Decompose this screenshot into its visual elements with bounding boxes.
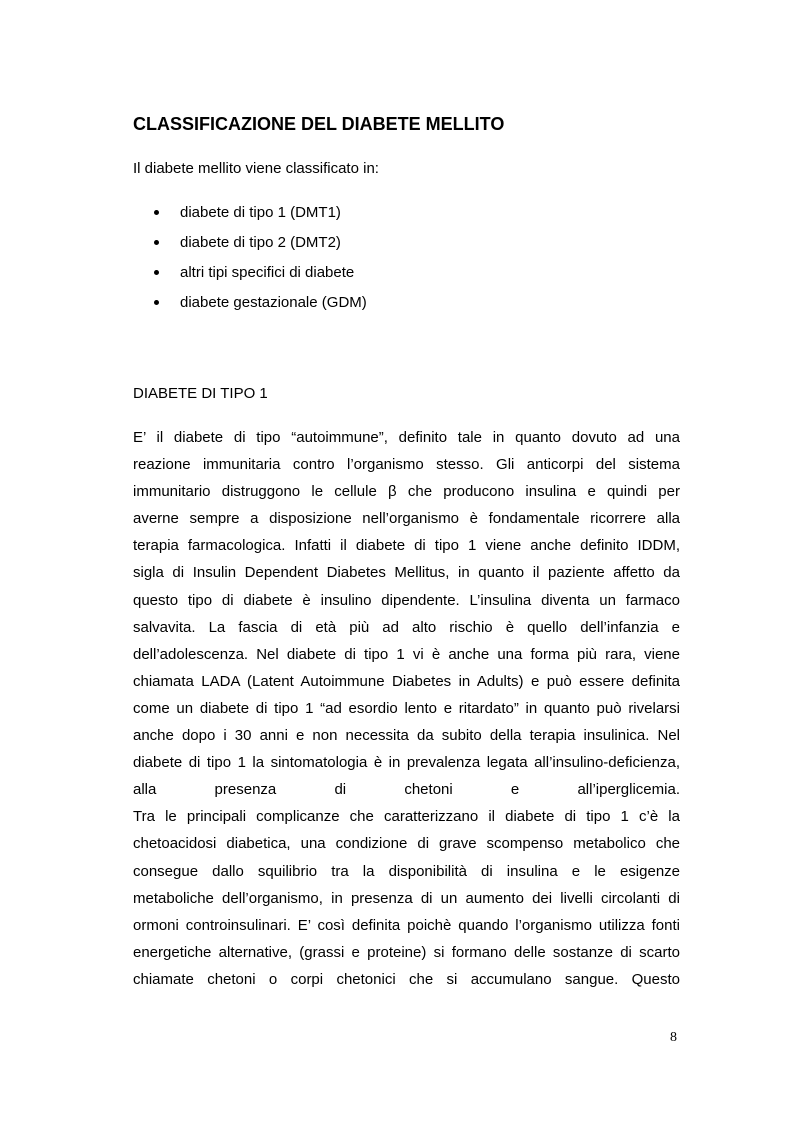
body-line: anche dopo i 30 anni e non necessita da subito della terapia insulinica. Nel [133,727,680,745]
body-line: sigla di Insulin Dependent Diabetes Mellitus, in quanto il paziente affetto da [133,564,680,582]
body-line: diabete di tipo 1 la sintomatologia è in prevalenza legata all’insulino-deficienza, [133,754,680,772]
body-line: dell’adolescenza. Nel diabete di tipo 1 vi è anche una forma più rara, viene [133,645,680,663]
page-number: 8 [670,1030,677,1045]
bullet-icon [154,270,159,275]
classification-list [152,198,367,318]
body-line: salvavita. La fascia di età più ad alto rischio è quello dell’infanzia e [133,618,680,636]
body-line: consegue dallo squilibrio tra la disponibilità di insulina e le esigenze [133,862,680,880]
body-line: Tra le principali complicanze che caratterizzano il diabete di tipo 1 c’è la [133,808,680,826]
body-line: alla presenza di chetoni e all’iperglicemia. [133,781,680,799]
body-line: ormoni controinsulinari. E’ così definita poichè quando l’organismo utilizza fonti [133,916,680,934]
section-heading: DIABETE DI TIPO 1 [133,385,268,402]
bullet-icon [154,210,159,215]
body-line: chetoacidosi diabetica, una condizione di grave scompenso metabolico che [133,835,680,853]
body-line: reazione immunitaria contro l’organismo stesso. Gli anticorpi del sistema [133,456,680,474]
intro-paragraph: Il diabete mellito viene classificato in: [133,160,379,177]
bullet-icon [154,240,159,245]
body-line: E’ il diabete di tipo “autoimmune”, definito tale in quanto dovuto ad una [133,429,680,446]
list-item-text: diabete gestazionale (GDM) [180,294,367,311]
body-paragraph [133,424,680,993]
list-item [152,288,367,318]
list-item-text: diabete di tipo 2 (DMT2) [180,234,341,251]
body-line: questo tipo di diabete è insulino dipendente. L’insulina diventa un farmaco [133,591,680,609]
body-line: chiamate chetoni o corpi chetonici che si accumulano sangue. Questo [133,970,680,988]
list-item [152,198,367,228]
list-item [152,228,367,258]
list-item-text: diabete di tipo 1 (DMT1) [180,204,341,221]
body-line: terapia farmacologica. Infatti il diabete di tipo 1 viene anche definito IDDM, [133,537,680,555]
list-item [152,258,367,288]
body-line: chiamata LADA (Latent Autoimmune Diabetes in Adults) e può essere definita [133,672,680,690]
page-title: CLASSIFICAZIONE DEL DIABETE MELLITO [133,114,505,134]
list-item-text: altri tipi specifici di diabete [180,264,355,281]
body-line: come un diabete di tipo 1 “ad esordio lento e ritardato” in quanto può rivelarsi [133,699,680,717]
bullet-icon [154,300,159,305]
body-line: immunitario distruggono le cellule β che producono insulina e quindi per [133,483,680,501]
body-line: averne sempre a disposizione nell’organismo è fondamentale ricorrere alla [133,510,680,528]
body-line: metaboliche dell’organismo, in presenza di un aumento dei livelli circolanti di [133,889,680,907]
body-line: energetiche alternative, (grassi e proteine) si formano delle sostanze di scarto [133,943,680,961]
